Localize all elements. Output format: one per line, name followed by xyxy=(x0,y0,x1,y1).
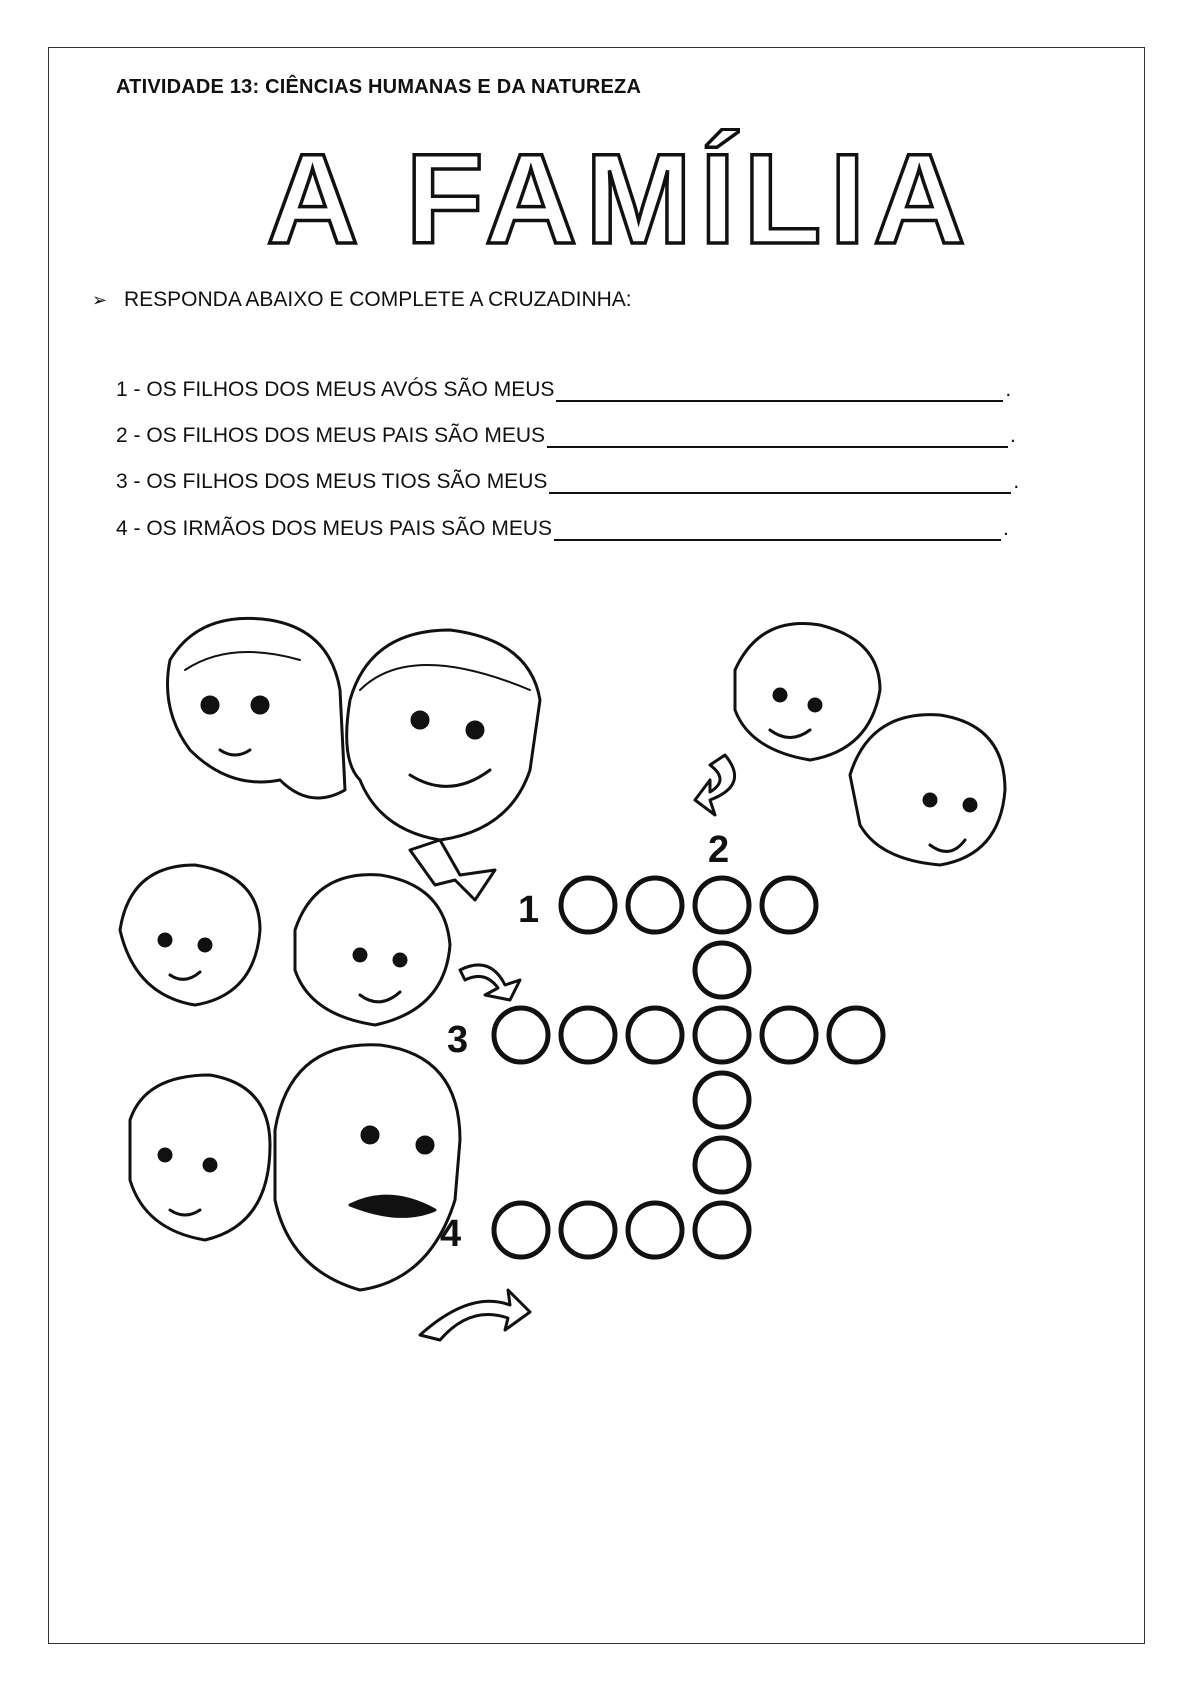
clue-number-2: 2 xyxy=(708,829,730,871)
arrow-icon xyxy=(460,965,520,1000)
crossword-cell[interactable] xyxy=(494,1203,548,1257)
crossword-cell[interactable] xyxy=(695,1138,749,1192)
parents-faces xyxy=(168,618,541,840)
question-text: 3 - OS FILHOS DOS MEUS TIOS SÃO MEUS xyxy=(116,470,548,493)
siblings-faces xyxy=(120,840,520,1025)
answer-blank[interactable] xyxy=(554,519,1001,541)
answer-blank[interactable] xyxy=(549,472,1011,494)
title-text: A FAMÍLIA xyxy=(266,128,974,268)
question-2: 2 - OS FILHOS DOS MEUS PAIS SÃO MEUS . xyxy=(116,424,1016,447)
question-text: 2 - OS FILHOS DOS MEUS PAIS SÃO MEUS xyxy=(116,424,546,447)
title-art xyxy=(255,128,985,268)
crossword-cell[interactable] xyxy=(494,1008,548,1062)
activity-heading: ATIVIDADE 13: CIÊNCIAS HUMANAS E DA NATUREZA xyxy=(116,76,642,98)
arrow-icon xyxy=(420,1290,530,1340)
question-1: 1 - OS FILHOS DOS MEUS AVÓS SÃO MEUS . xyxy=(116,378,1012,401)
crossword-scene xyxy=(110,600,1110,1460)
crossword-cell[interactable] xyxy=(762,878,816,932)
instruction xyxy=(92,288,632,312)
clue-number-4: 4 xyxy=(440,1213,462,1255)
question-text: 4 - OS IRMÃOS DOS MEUS PAIS SÃO MEUS xyxy=(116,517,553,540)
answer-blank[interactable] xyxy=(556,380,1003,402)
crossword-cell[interactable] xyxy=(561,1008,615,1062)
crossword-cell[interactable] xyxy=(829,1008,883,1062)
clue-number-3: 3 xyxy=(447,1019,469,1061)
crossword-cell[interactable] xyxy=(561,1203,615,1257)
crossword-cell[interactable] xyxy=(762,1008,816,1062)
arrow-icon xyxy=(695,755,735,815)
question-3: 3 - OS FILHOS DOS MEUS TIOS SÃO MEUS . xyxy=(116,470,1020,493)
crossword-cell[interactable] xyxy=(695,1203,749,1257)
uncle-aunt-faces xyxy=(130,1045,530,1340)
children-faces xyxy=(695,623,1005,865)
question-4: 4 - OS IRMÃOS DOS MEUS PAIS SÃO MEUS . xyxy=(116,517,1009,540)
crossword-cell[interactable] xyxy=(695,1008,749,1062)
crossword-cell[interactable] xyxy=(628,878,682,932)
clue-number-1: 1 xyxy=(518,889,540,931)
answer-blank[interactable] xyxy=(547,426,1008,448)
crossword-cell[interactable] xyxy=(695,1073,749,1127)
instruction-text: RESPONDA ABAIXO E COMPLETE A CRUZADINHA: xyxy=(124,288,632,311)
crossword-grid xyxy=(494,878,883,1257)
arrow-bullet-icon: ➢ xyxy=(92,290,108,310)
question-text: 1 - OS FILHOS DOS MEUS AVÓS SÃO MEUS xyxy=(116,378,555,401)
crossword-cell[interactable] xyxy=(695,878,749,932)
crossword-cell[interactable] xyxy=(695,943,749,997)
crossword-cell[interactable] xyxy=(561,878,615,932)
crossword-cell[interactable] xyxy=(628,1203,682,1257)
crossword-cell[interactable] xyxy=(628,1008,682,1062)
